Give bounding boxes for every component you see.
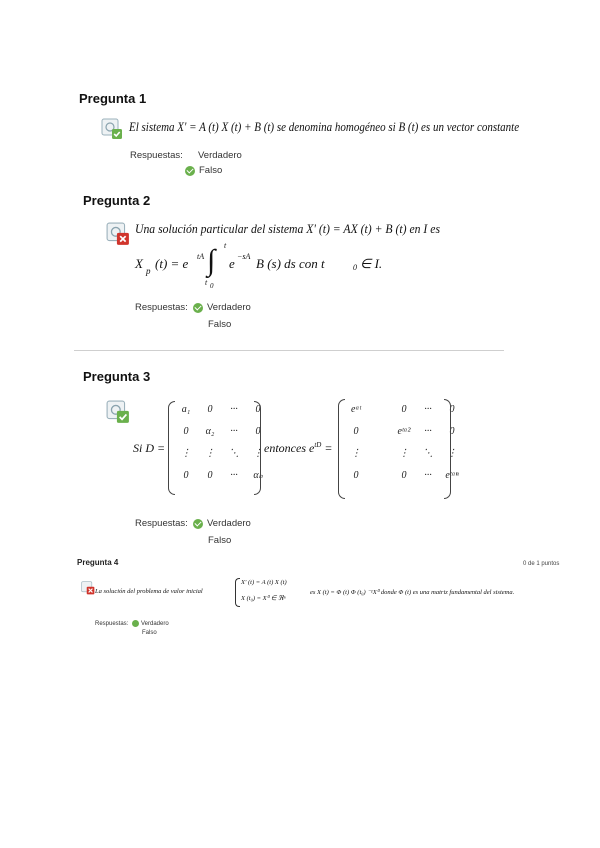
question-4-statement-start: La solución del problema de valor inicial: [95, 588, 203, 595]
system-line-2: X (t₀) = X⁰ ∈ ℜⁿ: [241, 595, 286, 602]
check-icon: [193, 519, 203, 529]
matrix-d: a₁ 0 ··· 0 0 α₂ ··· 0 ⋮ ⋮ ⋱ ⋮ 0 0 ··· αₙ: [181, 404, 263, 481]
answers-label: Respuestas:: [95, 621, 129, 627]
answers-label: Respuestas:: [135, 302, 188, 313]
incorrect-icon: [106, 222, 130, 251]
answers-label: Respuestas:: [135, 518, 188, 529]
option-verdadero[interactable]: Verdadero: [132, 620, 169, 627]
question-2-statement: Una solución particular del sistema X' (t) = AX (t) + B (t) en I es: [135, 221, 441, 236]
option-verdadero[interactable]: Verdadero: [193, 518, 251, 529]
question-2-formula: X p (t) = e tA ∫ t t 0 e −sA B (s) ds con t 0 ∈ I.: [135, 241, 383, 290]
divider: [74, 350, 504, 351]
option-falso[interactable]: Falso: [208, 319, 232, 330]
correct-icon: [106, 400, 130, 429]
question-3-title: Pregunta 3: [83, 369, 151, 384]
option-falso[interactable]: Falso: [185, 165, 222, 176]
question-4-statement-end: es X (t) = Φ (t) Φ (t₀) ⁻¹X⁰ donde Φ (t) es una matriz fundamental del sistema.: [310, 589, 515, 596]
check-icon: [132, 620, 139, 627]
question-2-title: Pregunta 2: [83, 193, 151, 208]
matrix-exp: eᵅᵗ 0 ··· 0 0 eᵗᵅ² ··· 0 ⋮ ⋮ ⋱ ⋮ 0 0 ··· eᵗᵅⁿ: [350, 404, 459, 481]
correct-icon: [101, 118, 123, 145]
question-4-points: 0 de 1 puntos: [523, 561, 560, 567]
question-1-statement: El sistema X' = A (t) X (t) + B (t) se denomina homogéneo si B (t) es un vector constante: [129, 120, 520, 134]
incorrect-icon: [81, 581, 95, 600]
check-icon: [185, 166, 195, 176]
question-4-title: Pregunta 4: [77, 558, 119, 567]
entonces-label: entonces $e^{tD}$ =: [264, 441, 333, 455]
answers-label: Respuestas:: [130, 150, 183, 161]
check-icon: [193, 303, 203, 313]
si-d-label: Si D =: [133, 441, 166, 455]
option-falso[interactable]: Falso: [208, 535, 232, 546]
matrix-bracket-right: [254, 401, 261, 495]
matrix-bracket-right: [444, 399, 451, 499]
option-falso[interactable]: Falso: [142, 630, 157, 636]
question-1-title: Pregunta 1: [79, 91, 147, 106]
system-line-1: X' (t) = A (t) X (t): [241, 579, 287, 586]
system-brace: [235, 578, 240, 607]
option-verdadero[interactable]: Verdadero: [198, 150, 242, 161]
option-verdadero[interactable]: Verdadero: [193, 302, 251, 313]
